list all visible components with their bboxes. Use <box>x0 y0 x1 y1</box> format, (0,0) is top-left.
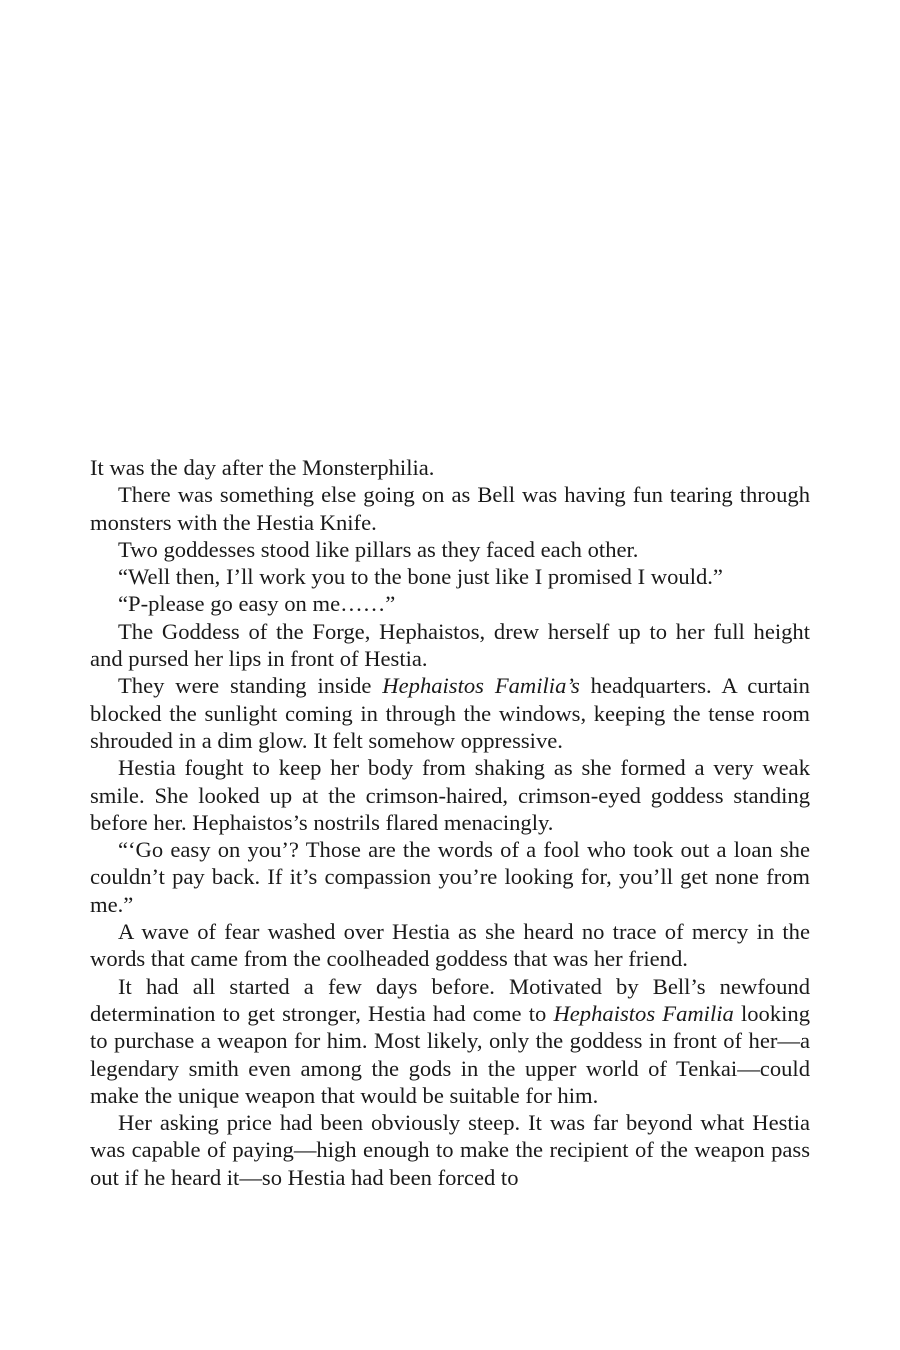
paragraph: The Goddess of the Forge, Hephaistos, drew herself up to her full height and pursed her lips in front of Hestia. <box>90 618 810 672</box>
paragraph: Hestia fought to keep her body from shaking as she formed a very weak smile. She looked up at the crimson-haired, crimson-eyed goddess standing before her. Hephaistos’s nostrils flared menacingly. <box>90 755 810 835</box>
paragraph-text: It had all started a few days before. Motivated by Bell’s newfound determination to get stronger, Hestia had come to <box>90 973 810 1026</box>
paragraph: It was the day after the Monsterphilia. <box>90 455 435 480</box>
paragraph-text: looking to purchase a weapon for him. Most likely, only the goddess in front of her—a legendary smith even among the gods in the upper world of Tenkai—could make the unique weapon that would be suitable for him. <box>90 1000 811 1108</box>
paragraph-text: They were standing inside <box>118 673 383 699</box>
paragraph: “‘Go easy on you’? Those are the words of a fool who took out a loan she couldn’t pay back. If it’s compassion you’re looking for, you’ll get none from me.” <box>90 837 810 917</box>
paragraph <box>90 973 810 1109</box>
paragraph: Two goddesses stood like pillars as they faced each other. <box>118 536 639 562</box>
paragraph: “P-please go easy on me……” <box>118 591 396 617</box>
paragraph: A wave of fear washed over Hestia as she heard no trace of mercy in the words that came from the coolheaded goddess that was her friend. <box>90 919 810 972</box>
paragraph: There was something else going on as Bell was having fun tearing through monsters with the Hestia Knife. <box>90 482 810 535</box>
paragraph-text: headquarters. A curtain blocked the sunlight coming in through the windows, keeping the tense room shrouded in a dim glow. It felt somehow oppressive. <box>90 673 810 753</box>
paragraph: Her asking price had been obviously steep. It was far beyond what Hestia was capable of paying—high enough to make the recipient of the weapon pass out if he heard it—so Hestia had been forced to <box>90 1110 810 1190</box>
italic-title: Hephaistos Familia’s <box>382 673 580 699</box>
book-page-text <box>90 454 810 1191</box>
paragraph <box>90 672 810 754</box>
italic-title: Hephaistos Familia <box>553 1000 734 1026</box>
paragraph: “Well then, I’ll work you to the bone just like I promised I would.” <box>118 564 723 590</box>
